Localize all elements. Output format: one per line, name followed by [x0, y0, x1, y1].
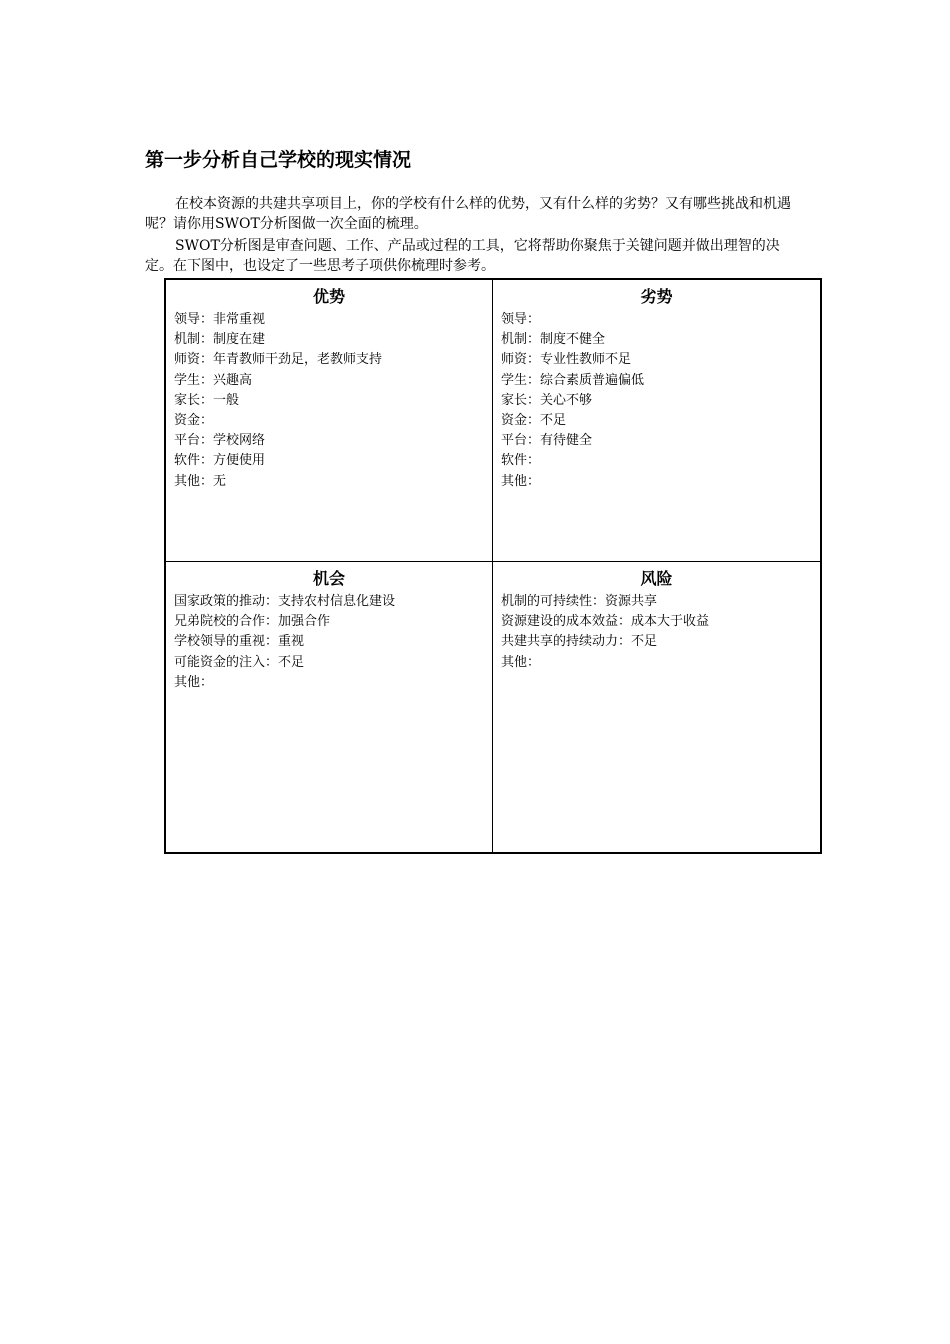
swot-opportunities-cell [166, 562, 493, 852]
weaknesses-item: 领导： [501, 312, 541, 327]
strengths-item: 资金： [174, 413, 214, 429]
opportunities-item: 国家政策的推动：支持农村信息化建设 [174, 594, 396, 609]
threats-heading: 风险 [640, 569, 673, 588]
weaknesses-item: 软件： [501, 453, 541, 469]
swot-table [164, 278, 822, 854]
opportunities-item: 其他： [174, 674, 214, 690]
intro-paragraph-2: SWOT分析图是审查问题、工作、产品或过程的工具，它将帮助你聚焦于关键问题并做出理智的决定。在下图中，也设定了一些思考子项供你梳理时参考。 [145, 238, 780, 274]
threats-list [501, 592, 812, 673]
swot-threats-cell [493, 562, 820, 852]
swot-weaknesses-cell [493, 280, 820, 562]
weaknesses-heading: 劣势 [640, 287, 673, 306]
strengths-item: 学生：兴趣高 [174, 372, 253, 388]
swot-strengths-cell [166, 280, 493, 562]
threats-item: 机制的可持续性：资源共享 [501, 594, 658, 609]
intro-paragraph-1: 在校本资源的共建共享项目上，你的学校有什么样的优势，又有什么样的劣势？又有哪些挑战和机遇呢？请你用SWOT分析图做一次全面的梳理。 [145, 196, 791, 232]
opportunities-item: 学校领导的重视：重视 [174, 634, 305, 650]
strengths-list [174, 310, 484, 492]
opportunities-item: 兄弟院校的合作：加强合作 [174, 614, 331, 630]
weaknesses-item: 机制：制度不健全 [501, 332, 606, 348]
strengths-item: 其他：无 [174, 473, 227, 489]
strengths-item: 软件：方便使用 [174, 453, 266, 469]
weaknesses-list [501, 310, 812, 492]
opportunities-heading: 机会 [312, 569, 345, 588]
strengths-item: 师资：年青教师干劲足，老教师支持 [174, 352, 383, 368]
weaknesses-item: 资金：不足 [501, 413, 567, 429]
threats-item: 共建共享的持续动力：不足 [501, 634, 658, 650]
strengths-item: 领导：非常重视 [174, 312, 266, 327]
weaknesses-item: 家长：关心不够 [501, 392, 593, 408]
threats-item: 其他： [501, 654, 541, 670]
strengths-heading: 优势 [312, 287, 345, 306]
weaknesses-item: 平台：有待健全 [501, 433, 593, 449]
weaknesses-item: 其他： [501, 473, 541, 489]
page-title: 第一步分析自己学校的现实情况 [145, 149, 412, 171]
weaknesses-item: 学生：综合素质普遍偏低 [501, 372, 645, 388]
strengths-item: 平台：学校网络 [174, 433, 266, 449]
opportunities-item: 可能资金的注入：不足 [174, 654, 305, 670]
opportunities-list [174, 592, 484, 693]
weaknesses-item: 师资：专业性教师不足 [501, 352, 632, 368]
strengths-item: 家长：一般 [174, 392, 240, 408]
threats-item: 资源建设的成本效益：成本大于收益 [501, 614, 710, 630]
strengths-item: 机制：制度在建 [174, 332, 266, 348]
